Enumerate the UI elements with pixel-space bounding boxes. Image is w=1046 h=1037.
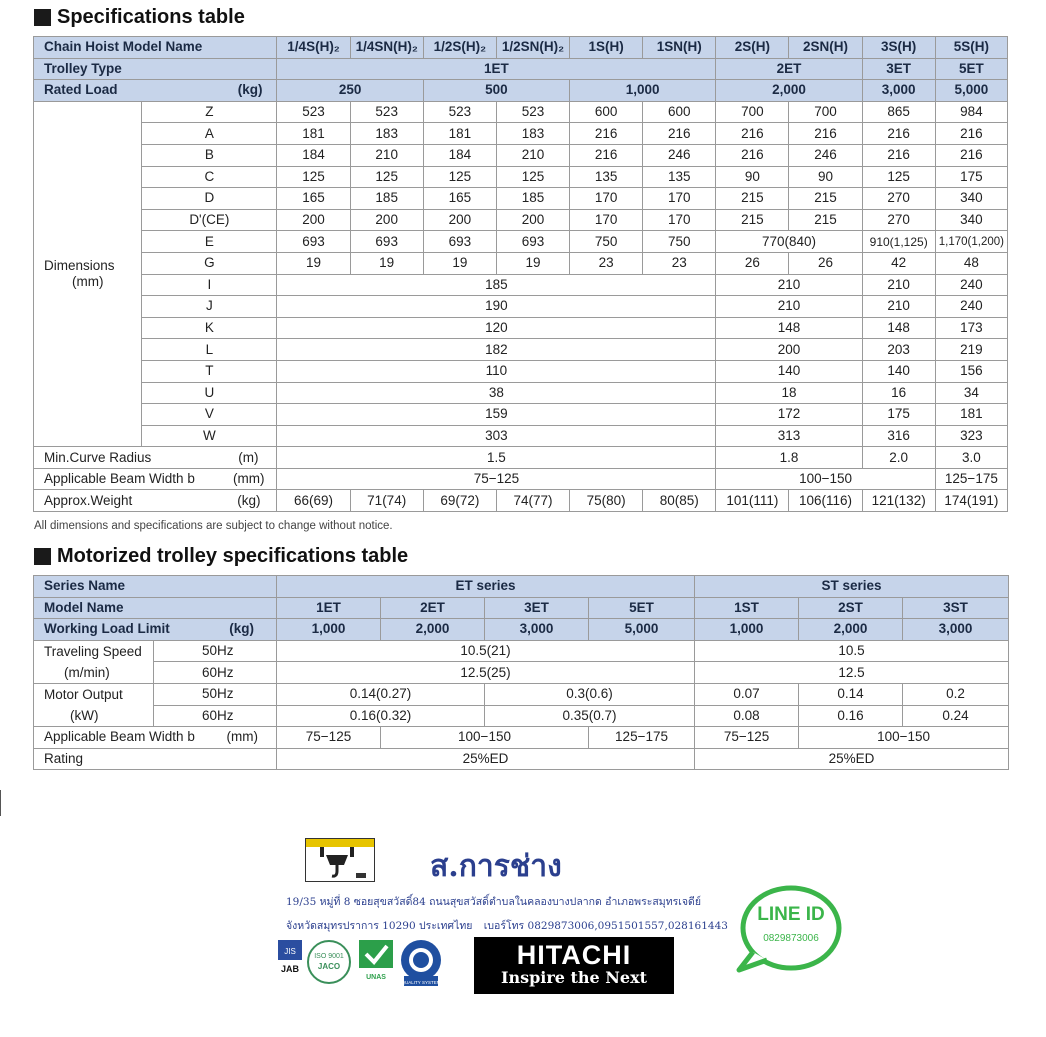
model-cell: 1S(H): [570, 37, 643, 59]
dim-key: W: [142, 425, 277, 447]
model-label: Model Name: [34, 597, 277, 619]
beam-cell: 75−125: [277, 468, 716, 490]
dim-cell: 182: [277, 339, 716, 361]
jis-jab-mark: [277, 938, 303, 993]
wll-label: Working Load Limit (kg): [34, 619, 277, 641]
trolley-beam-label: Applicable Beam Width b (mm): [34, 727, 277, 749]
dim-cell: 23: [643, 252, 716, 274]
dim-cell: 770(840): [716, 231, 862, 253]
dim-cell: 125: [862, 166, 935, 188]
trolley-cell: 1ET: [277, 58, 716, 80]
weight-cell: 80(85): [643, 490, 716, 512]
weight-cell: 174(191): [935, 490, 1007, 512]
trolley-model-row: [34, 597, 1009, 619]
dim-cell: 216: [570, 144, 643, 166]
dim-cell: 200: [277, 209, 350, 231]
dim-row-a: [34, 123, 1008, 145]
dim-key: K: [142, 317, 277, 339]
motor-cell: 0.24: [903, 705, 1009, 727]
wll-row: [34, 619, 1009, 641]
dim-key: L: [142, 339, 277, 361]
edge-mark: [0, 790, 1, 816]
dim-cell: 700: [789, 101, 862, 123]
dim-cell: 156: [935, 360, 1007, 382]
dim-cell: 184: [423, 144, 496, 166]
dim-cell: 210: [862, 296, 935, 318]
weight-label: Approx.Weight (kg): [34, 490, 277, 512]
rated-cell: 2,000: [716, 80, 862, 102]
series-cell: ST series: [695, 576, 1009, 598]
model-cell: 2SN(H): [789, 37, 862, 59]
iso-certification-icon: [305, 938, 353, 988]
dim-key: D: [142, 188, 277, 210]
rated-load-row: [34, 80, 1008, 102]
dim-row-j: [34, 296, 1008, 318]
dim-key: E: [142, 231, 277, 253]
dim-cell: 170: [643, 209, 716, 231]
weight-cell: 75(80): [570, 490, 643, 512]
trolley-cell: 3ET: [862, 58, 935, 80]
beam-cell: 75−125: [695, 727, 799, 749]
wll-cell: 5,000: [589, 619, 695, 641]
jis-certification-icon: [277, 938, 303, 988]
model-cell: 3ET: [485, 597, 589, 619]
beam-cell: 75−125: [277, 727, 381, 749]
weight-cell: 121(132): [862, 490, 935, 512]
dim-cell: 216: [570, 123, 643, 145]
dim-cell: 19: [423, 252, 496, 274]
motor-cell: 0.08: [695, 705, 799, 727]
motor-cell: 0.2: [903, 683, 1009, 705]
dim-cell: 210: [350, 144, 423, 166]
wll-cell: 2,000: [799, 619, 903, 641]
dim-cell: 216: [643, 123, 716, 145]
dim-cell: 140: [716, 360, 862, 382]
company-address-line1: 19/35 หมู่ที่ 8 ซอยสุขสวัสดิ์84 ถนนสุขสวัสดิ์ตำบลในคลองบางปลากด อำเภอพระสมุทรเจดีย์: [286, 896, 701, 908]
dim-cell: 175: [862, 404, 935, 426]
wll-cell: 3,000: [903, 619, 1009, 641]
motor-50-row: [34, 683, 1009, 705]
dim-cell: 110: [277, 360, 716, 382]
jqa-quality-icon: [400, 938, 442, 990]
dim-cell: 135: [643, 166, 716, 188]
iso-jaco-mark: [305, 938, 353, 993]
dim-cell: 16: [862, 382, 935, 404]
company-address-line2: จังหวัดสมุทรปราการ 10290 ประเทศไทย เบอร์โทร 0829873006,0951501557,028161443: [286, 920, 728, 932]
rated-cell: 1,000: [570, 80, 716, 102]
dim-cell: 246: [643, 144, 716, 166]
model-cell: 3ST: [903, 597, 1009, 619]
svg-text:JACO: JACO: [317, 962, 341, 971]
dim-row-t: [34, 360, 1008, 382]
beam-cell: 100−150: [381, 727, 589, 749]
dim-row-z: [34, 101, 1008, 123]
dim-key: C: [142, 166, 277, 188]
motor-cell: 0.16(0.32): [277, 705, 485, 727]
dim-row-b: [34, 144, 1008, 166]
dim-cell: 215: [789, 209, 862, 231]
dim-key: U: [142, 382, 277, 404]
weight-row: [34, 490, 1008, 512]
section-square-icon: [34, 548, 51, 565]
beam-cell: 100−150: [716, 468, 935, 490]
dim-key: G: [142, 252, 277, 274]
dim-cell: 270: [862, 188, 935, 210]
dim-cell: 210: [862, 274, 935, 296]
dim-cell: 135: [570, 166, 643, 188]
dim-cell: 125: [496, 166, 569, 188]
dim-cell: 216: [935, 123, 1007, 145]
weight-cell: 74(77): [496, 490, 569, 512]
hz-cell: 50Hz: [154, 683, 277, 705]
rating-row: [34, 748, 1009, 770]
model-cell: 1/2SN(H)₂: [496, 37, 569, 59]
dim-cell: 210: [716, 274, 862, 296]
unas-mark: [356, 938, 396, 993]
line-id-badge[interactable]: [733, 884, 843, 981]
speed-60-row: [34, 662, 1009, 684]
dim-cell: 203: [862, 339, 935, 361]
dim-cell: 90: [716, 166, 789, 188]
speed-cell: 10.5(21): [277, 640, 695, 662]
dim-cell: 313: [716, 425, 862, 447]
curve-cell: 1.5: [277, 447, 716, 469]
dim-cell: 910(1,125): [862, 231, 935, 253]
dim-cell: 865: [862, 101, 935, 123]
dim-cell: 140: [862, 360, 935, 382]
dim-cell: 165: [423, 188, 496, 210]
dim-key: A: [142, 123, 277, 145]
rating-cell: 25%ED: [277, 748, 695, 770]
motor-cell: 0.07: [695, 683, 799, 705]
curve-cell: 2.0: [862, 447, 935, 469]
beam-cell: 125−175: [935, 468, 1007, 490]
dim-cell: 19: [350, 252, 423, 274]
dim-row-k: [34, 317, 1008, 339]
dim-cell: 148: [862, 317, 935, 339]
min-curve-row: [34, 447, 1008, 469]
dim-cell: 200: [423, 209, 496, 231]
unas-certification-icon: [356, 938, 396, 988]
dim-cell: 210: [496, 144, 569, 166]
dim-cell: 183: [350, 123, 423, 145]
dim-cell: 183: [496, 123, 569, 145]
model-cell: 1/4S(H)₂: [277, 37, 350, 59]
weight-cell: 66(69): [277, 490, 350, 512]
dim-cell: 148: [716, 317, 862, 339]
hz-cell: 50Hz: [154, 640, 277, 662]
dim-cell: 693: [423, 231, 496, 253]
dim-cell: 750: [570, 231, 643, 253]
model-cell: 3S(H): [862, 37, 935, 59]
model-name-row: [34, 37, 1008, 59]
dim-row-w: [34, 425, 1008, 447]
model-cell: 1/4SN(H)₂: [350, 37, 423, 59]
dim-cell: 216: [789, 123, 862, 145]
dim-cell: 159: [277, 404, 716, 426]
dim-row-d: [34, 188, 1008, 210]
dim-cell: 170: [570, 209, 643, 231]
crane-hook-icon: [306, 839, 374, 881]
model-cell: 5ET: [589, 597, 695, 619]
beam-cell: 125−175: [589, 727, 695, 749]
dim-cell: 700: [716, 101, 789, 123]
dim-cell: 210: [716, 296, 862, 318]
dim-cell: 216: [935, 144, 1007, 166]
quality-system-mark: [400, 938, 442, 995]
dim-cell: 181: [277, 123, 350, 145]
series-row: [34, 576, 1009, 598]
motor-cell: 0.14: [799, 683, 903, 705]
dim-cell: 600: [570, 101, 643, 123]
crane-hook-logo: [305, 838, 375, 882]
svg-text:UNAS: UNAS: [366, 974, 386, 981]
weight-cell: 71(74): [350, 490, 423, 512]
weight-cell: 106(116): [789, 490, 862, 512]
dim-cell: 693: [496, 231, 569, 253]
line-id-number: 0829873006: [763, 933, 819, 944]
series-label: Series Name: [34, 576, 277, 598]
line-id-title: LINE ID: [757, 904, 825, 925]
rated-cell: 250: [277, 80, 423, 102]
dim-cell: 693: [277, 231, 350, 253]
dim-cell: 18: [716, 382, 862, 404]
speed-cell: 10.5: [695, 640, 1009, 662]
dim-row-v: [34, 404, 1008, 426]
dim-cell: 246: [789, 144, 862, 166]
dim-cell: 172: [716, 404, 862, 426]
rated-load-label: Rated Load (kg): [34, 80, 277, 102]
curve-cell: 1.8: [716, 447, 862, 469]
curve-cell: 3.0: [935, 447, 1007, 469]
speed-label: Traveling Speed (m/min): [34, 640, 154, 683]
dim-cell: 303: [277, 425, 716, 447]
dim-cell: 200: [350, 209, 423, 231]
trolley-cell: 5ET: [935, 58, 1007, 80]
disclaimer-note: All dimensions and specifications are subject to change without notice.: [34, 520, 393, 532]
dim-cell: 340: [935, 188, 1007, 210]
dim-key: I: [142, 274, 277, 296]
dim-cell: 316: [862, 425, 935, 447]
dimensions-label: Dimensions (mm): [34, 101, 142, 447]
hz-cell: 60Hz: [154, 705, 277, 727]
dim-cell: 38: [277, 382, 716, 404]
motor-cell: 0.3(0.6): [485, 683, 695, 705]
hz-cell: 60Hz: [154, 662, 277, 684]
model-cell: 1ET: [277, 597, 381, 619]
svg-text:ISO 9001: ISO 9001: [314, 953, 344, 960]
motor-label: Motor Output (kW): [34, 683, 154, 726]
dim-cell: 240: [935, 274, 1007, 296]
dim-cell: 48: [935, 252, 1007, 274]
svg-text:JAB: JAB: [280, 964, 300, 974]
model-name-label: Chain Hoist Model Name: [34, 37, 277, 59]
dim-row-l: [34, 339, 1008, 361]
trolley-beam-row: [34, 727, 1009, 749]
dim-key: J: [142, 296, 277, 318]
svg-text:JIS: JIS: [284, 947, 296, 956]
dim-row-c: [34, 166, 1008, 188]
dim-key: D'(CE): [142, 209, 277, 231]
dim-cell: 26: [716, 252, 789, 274]
speed-cell: 12.5: [695, 662, 1009, 684]
dim-cell: 170: [570, 188, 643, 210]
dim-cell: 181: [935, 404, 1007, 426]
dim-cell: 216: [862, 144, 935, 166]
dim-cell: 173: [935, 317, 1007, 339]
rated-cell: 3,000: [862, 80, 935, 102]
dim-cell: 190: [277, 296, 716, 318]
speed-50-row: [34, 640, 1009, 662]
dim-cell: 216: [862, 123, 935, 145]
model-cell: 1ST: [695, 597, 799, 619]
model-cell: 1/2S(H)₂: [423, 37, 496, 59]
motor-cell: 0.35(0.7): [485, 705, 695, 727]
model-cell: 2S(H): [716, 37, 789, 59]
trolley-section-title: Motorized trolley specifications table: [34, 545, 408, 568]
dim-cell: 175: [935, 166, 1007, 188]
dim-cell: 523: [277, 101, 350, 123]
dim-cell: 185: [350, 188, 423, 210]
model-cell: 2ET: [381, 597, 485, 619]
dim-cell: 215: [716, 188, 789, 210]
dim-cell: 170: [643, 188, 716, 210]
model-cell: 1SN(H): [643, 37, 716, 59]
dim-cell: 270: [862, 209, 935, 231]
wll-cell: 1,000: [695, 619, 799, 641]
dim-cell: 323: [935, 425, 1007, 447]
beam-width-label: Applicable Beam Width b (mm): [34, 468, 277, 490]
dim-cell: 125: [350, 166, 423, 188]
dim-key: T: [142, 360, 277, 382]
rating-cell: 25%ED: [695, 748, 1009, 770]
dim-cell: 523: [350, 101, 423, 123]
dim-cell: 216: [716, 144, 789, 166]
dim-cell: 240: [935, 296, 1007, 318]
weight-cell: 101(111): [716, 490, 789, 512]
dim-cell: 42: [862, 252, 935, 274]
rating-label: Rating: [34, 748, 277, 770]
beam-cell: 100−150: [799, 727, 1009, 749]
dim-cell: 19: [277, 252, 350, 274]
wll-cell: 3,000: [485, 619, 589, 641]
motorized-trolley-table: [33, 575, 1009, 770]
speed-cell: 12.5(25): [277, 662, 695, 684]
dim-cell: 216: [716, 123, 789, 145]
min-curve-label: Min.Curve Radius (m): [34, 447, 277, 469]
dim-cell: 125: [277, 166, 350, 188]
dim-cell: 340: [935, 209, 1007, 231]
series-cell: ET series: [277, 576, 695, 598]
spec-section-title: Specifications table: [34, 6, 245, 29]
dim-cell: 750: [643, 231, 716, 253]
dim-cell: 185: [277, 274, 716, 296]
dim-cell: 181: [423, 123, 496, 145]
dim-cell: 523: [423, 101, 496, 123]
dim-key: V: [142, 404, 277, 426]
dim-row-d-ce: [34, 209, 1008, 231]
dim-cell: 19: [496, 252, 569, 274]
rated-cell: 500: [423, 80, 569, 102]
dim-cell: 219: [935, 339, 1007, 361]
dim-cell: 984: [935, 101, 1007, 123]
wll-cell: 2,000: [381, 619, 485, 641]
dim-cell: 120: [277, 317, 716, 339]
wll-cell: 1,000: [277, 619, 381, 641]
motor-cell: 0.14(0.27): [277, 683, 485, 705]
section-square-icon: [34, 9, 51, 26]
dim-cell: 165: [277, 188, 350, 210]
dim-cell: 90: [789, 166, 862, 188]
dim-cell: 185: [496, 188, 569, 210]
trolley-type-label: Trolley Type: [34, 58, 277, 80]
dim-key: Z: [142, 101, 277, 123]
trolley-type-row: [34, 58, 1008, 80]
model-cell: 5S(H): [935, 37, 1007, 59]
dim-cell: 215: [789, 188, 862, 210]
dim-key: B: [142, 144, 277, 166]
dim-row-u: [34, 382, 1008, 404]
trolley-cell: 2ET: [716, 58, 862, 80]
dim-cell: 34: [935, 382, 1007, 404]
beam-width-row: [34, 468, 1008, 490]
line-speech-bubble-icon: [733, 884, 843, 976]
dim-row-g: [34, 252, 1008, 274]
dim-cell: 200: [496, 209, 569, 231]
dim-row-i: [34, 274, 1008, 296]
rated-cell: 5,000: [935, 80, 1007, 102]
dim-cell: 184: [277, 144, 350, 166]
hitachi-logo: HITACHI Inspire the Next: [474, 937, 674, 994]
specifications-table: [33, 36, 1008, 512]
dim-row-e: [34, 231, 1008, 253]
dim-cell: 693: [350, 231, 423, 253]
dim-cell: 215: [716, 209, 789, 231]
dim-cell: 200: [716, 339, 862, 361]
dim-cell: 125: [423, 166, 496, 188]
dim-cell: 26: [789, 252, 862, 274]
dim-cell: 600: [643, 101, 716, 123]
dim-cell: 523: [496, 101, 569, 123]
company-name: ส.การช่าง: [430, 849, 562, 884]
model-cell: 2ST: [799, 597, 903, 619]
dim-cell: 1,170(1,200): [935, 231, 1007, 253]
motor-cell: 0.16: [799, 705, 903, 727]
weight-cell: 69(72): [423, 490, 496, 512]
svg-text:QUALITY SYSTEM: QUALITY SYSTEM: [401, 980, 441, 985]
motor-60-row: [34, 705, 1009, 727]
dim-cell: 23: [570, 252, 643, 274]
